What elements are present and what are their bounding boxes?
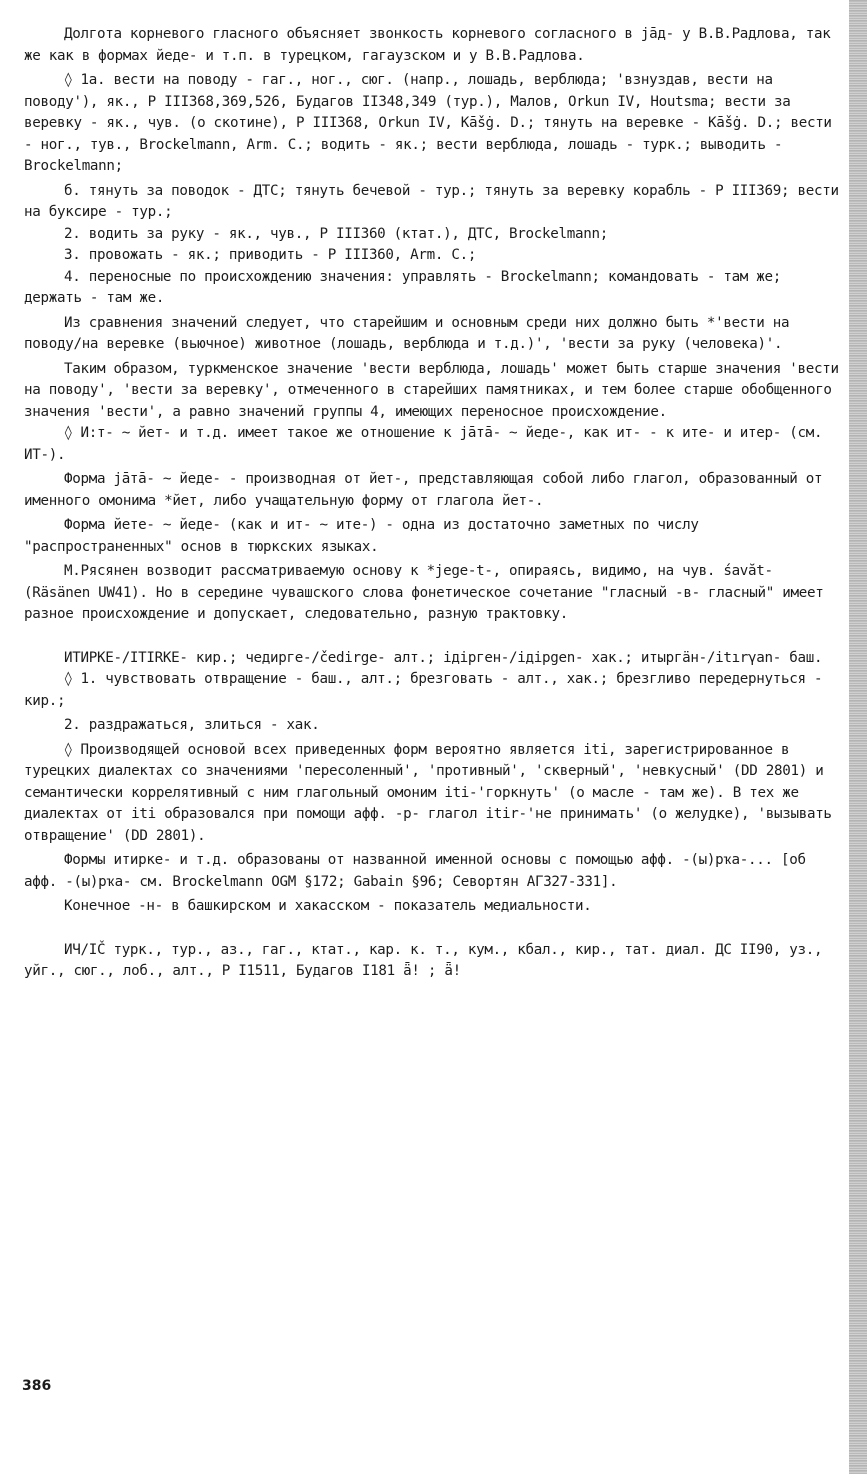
paragraph-meanings-1a: ◊ 1а. вести на поводу - гаг., ног., сюг. (напр., лошадь, верблюда; 'взнуздав, вести на поводу'), як., Р III368,369,526, Будагов II348,349 (тур.), Малов, Orkun IV, Houtsma; вести за веревку - як., чув. (о скотине), Р III368, Orkun IV, Kāšġ. D.; тянуть на веревке - Kāšġ. D.; вести - ног., тув., Brockelmann, Arm. C.; водить - як.; вести верблюда, лошадь - турк.; выводить - Brockelmann;	[24, 72, 832, 174]
paragraph-form-yete: Форма йете- ~ йеде- (как и ит- ~ ите-) - одна из достаточно заметных по числу "распространенных" основ в тюркских языках.	[24, 517, 699, 555]
paragraph-turkmen: Таким образом, туркменское значение 'вести верблюда, лошадь' может быть старше значения 'вести на поводу', 'вести за веревку', отмеченного в старейших памятниках, и тем более старше обобщенного значения 'вести', а равно значений группы 4, имеющих переносное происхождение.	[24, 360, 839, 420]
document-page	[24, 24, 842, 983]
paragraph-itirke-final-n: Конечное -н- в башкирском и хакасском - показатель медиальности.	[64, 898, 592, 914]
paragraph-1: Долгота корневого гласного объясняет звонкость корневого согласного в jāд- у В.В.Радлова, так же как в формах йеде- и т.п. в турецком, гагаузском и у В.В.Радлова.	[24, 26, 831, 64]
paragraph-meanings-2: 2. водить за руку - як., чув., Р III360 (ктат.), ДТС, Brockelmann;	[64, 225, 608, 242]
paragraph-itirke-meanings-2: 2. раздражаться, злиться - хак.	[64, 717, 320, 733]
paragraph-itirke-meanings-1: ◊ 1. чувствовать отвращение - баш., алт.; брезговать - алт., хак.; брезгливо передернуться - кир.;	[24, 671, 823, 709]
entry-header-itirke: ИТИРКЕ-/ITIRKE- кир.; чедирге-/čedirge- алт.; ідірген-/ідірgen- хак.; итыргӓн-/itırγan- баш.	[64, 649, 823, 666]
paragraph-comparison: Из сравнения значений следует, что старейшим и основным среди них должно быть *'вести на поводу/на веревке (вьючное) животное (лошадь, верблюда и т.д.)', 'вести за руку (человека)'.	[24, 314, 790, 352]
page-number: 386	[22, 1378, 52, 1394]
paragraph-rasanen: М.Рясянен возводит рассматриваемую основу к *jege-t-, опираясь, видимо, на чув. śavăt- (Räsänen UW41). Но в середине чувашского слова фонетическое сочетание "гласный -в- гласный" имеет разное происхождение и допускает, следовательно, разную трактовку.	[24, 563, 824, 622]
entry-header-ich: ИЧ/ІČ турк., тур., аз., гаг., ктат., кар. к. т., кум., кбал., кир., тат. диал. ДС II90, уз., уйг., сюг., лоб., алт., Р I1511, Будагов I181 ǟ! ; ǟ!	[24, 941, 823, 979]
paragraph-meanings-4: 4. переносные по происхождению значения: управлять - Brockelmann; командовать - там же; держать - там же.	[24, 268, 782, 306]
paragraph-meanings-3: 3. провожать - як.; приводить - Р III360, Arm. C.;	[64, 247, 477, 263]
scan-edge-shadow	[849, 0, 867, 1474]
paragraph-itirke-etymology: ◊ Производящей основой всех приведенных форм вероятно является iti, зарегистрированное в турецких диалектах со значениями 'пересоленный', 'противный', 'скверный', 'невкусный' (DD 2801) и семантически коррелятивный с ним глагольный омоним iti-'горкнуть' (о масле - там же). В тех же диалектах от iti образовался при помощи афф. -р- глагол itir-'не принимать' (о желудке), 'вызывать отвращение' (DD 2801).	[24, 741, 832, 844]
paragraph-meanings-1b: б. тянуть за поводок - ДТС; тянуть бечевой - тур.; тянуть за веревку корабль - Р III369; вести на буксире - тур.;	[24, 182, 839, 220]
paragraph-relation: ◊ И:т- ~ йет- и т.д. имеет такое же отношение к jāтā- ~ йеде-, как ит- - к ите- и итер- (см. ИТ-).	[24, 425, 823, 463]
paragraph-itirke-forms: Формы итирке- и т.д. образованы от названной именной основы с помощью афф. -(ы)рҡа-... [об афф. -(ы)рҡа- см. Brockelmann OGM §172; Gabain §96; Севортян АГ327-331].	[24, 852, 806, 890]
paragraph-form-jata: Форма jāтā- ~ йеде- - производная от йет-, представляющая собой либо глагол, образованный от именного омонима *йет, либо учащательную форму от глагола йет-.	[24, 471, 823, 509]
